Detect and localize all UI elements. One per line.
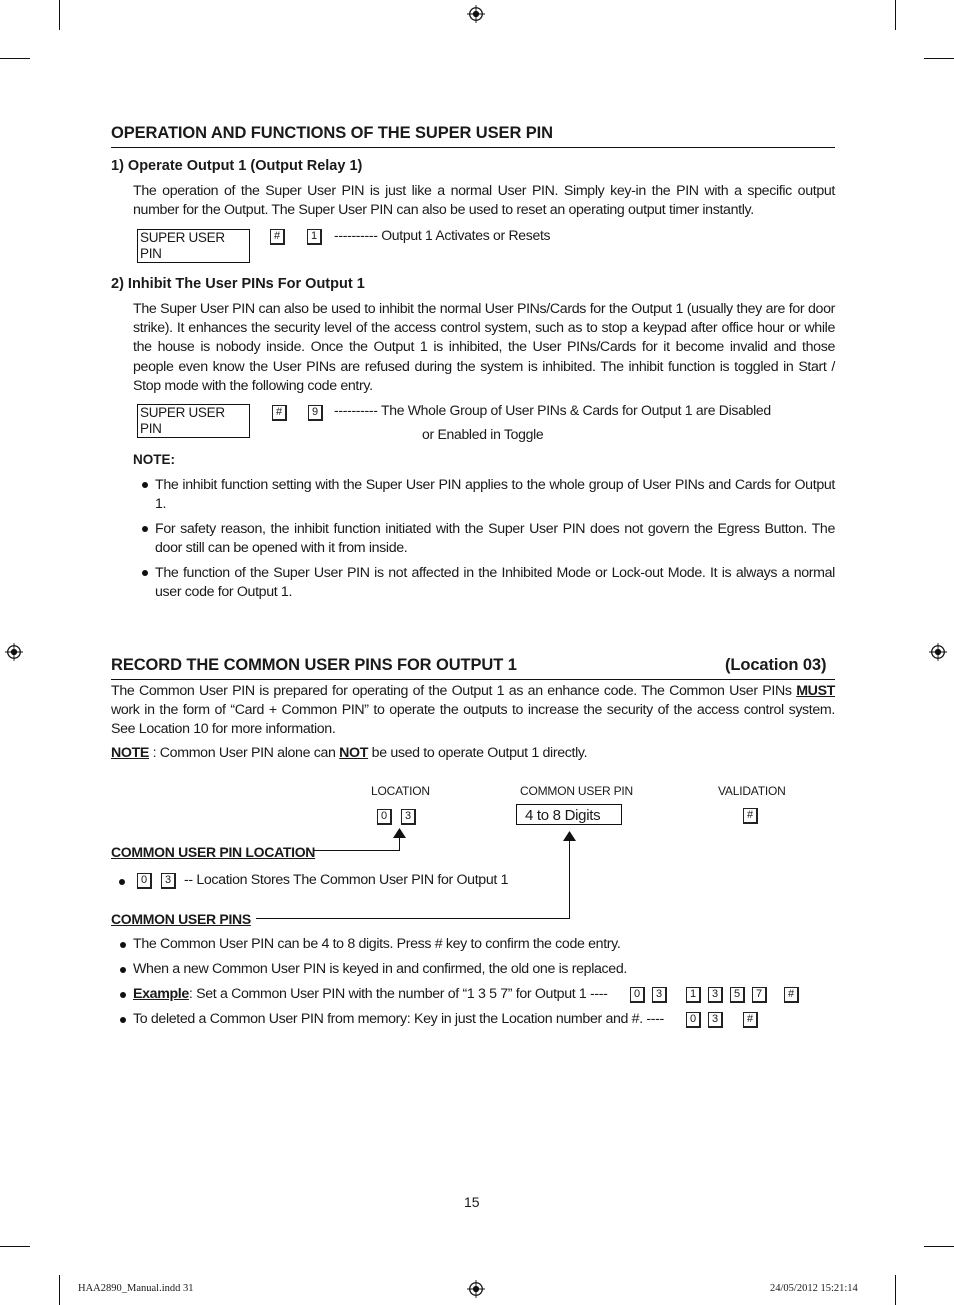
label-location: LOCATION	[371, 784, 430, 798]
delete-text: To deleted a Common User PIN from memory: Key in just the Location number and #. ----	[133, 1011, 664, 1027]
pin-bullet-text: The Common User PIN can be 4 to 8 digits. Press # key to confirm the code entry.	[133, 936, 621, 952]
intro-text: The Common User PIN is prepared for operating of the Output 1 as an enhance code. The Common User PINs	[111, 683, 797, 699]
key-1: 1	[686, 987, 701, 1003]
paragraph-inhibit: The Super User PIN can also be used to inhibit the normal User PINs/Cards for the Output 1 (usually they are for door strike). It enhances the security level of the access control system, such as to stop a keypad after office hour or while the house is nobody inside. Once the Output 1 is inhibited, the User PINs/Cards for it become invalid and those people even know the User PINs are refused during the system is inhibited. The inhibit function is toggled in Start / Stop mode with the following code entry.	[133, 301, 835, 394]
key-0: 0	[686, 1012, 701, 1028]
key-hash: #	[272, 405, 287, 421]
super-user-pin-box: SUPER USER PIN	[137, 229, 250, 263]
location-tag: (Location 03)	[725, 656, 827, 674]
registration-mark-icon	[467, 5, 485, 23]
label-common-user-pin: COMMON USER PIN	[520, 784, 634, 798]
key-3: 3	[652, 987, 667, 1003]
common-user-pins-heading: COMMON USER PINS	[111, 911, 251, 927]
result-text: ---------- The Whole Group of User PINs & Cards for Output 1 are Disabled	[334, 402, 771, 418]
pin-bullet-text: When a new Common User PIN is keyed in and confirmed, the old one is replaced.	[133, 961, 627, 977]
crop-mark	[59, 0, 60, 30]
bullet-dot	[120, 967, 126, 973]
paragraph-operate-output: The operation of the Super User PIN is just like a normal User PIN. Simply key-in the PIN with a specific output number for the Output. The Super User PIN can also be used to reset an operating output timer instantly.	[133, 183, 835, 219]
crop-mark	[924, 1246, 954, 1247]
bullet-dot	[120, 992, 126, 998]
connector-line	[256, 918, 570, 919]
crop-mark	[0, 1246, 30, 1247]
registration-mark-icon	[467, 1280, 485, 1298]
note-text: : Common User PIN alone can	[149, 745, 340, 761]
note-line	[111, 745, 587, 761]
example-line	[133, 986, 608, 1002]
key-0: 0	[630, 987, 645, 1003]
label-validation: VALIDATION	[718, 784, 786, 798]
location-bullet-text: -- Location Stores The Common User PIN for Output 1	[184, 872, 509, 888]
section-rule	[111, 147, 835, 148]
key-0: 0	[377, 809, 392, 825]
subheading-inhibit: 2) Inhibit The User PINs For Output 1	[111, 276, 365, 292]
bullet-dot	[119, 879, 125, 885]
registration-mark-icon	[929, 643, 947, 661]
crop-mark	[0, 58, 30, 59]
common-user-pin-location-heading: COMMON USER PIN LOCATION	[111, 844, 316, 860]
footer-timestamp: 24/05/2012 15:21:14	[770, 1283, 858, 1294]
note-item: The function of the Super User PIN is not affected in the Inhibited Mode or Lock-out Mode. It is always a normal user code for Output 1.	[155, 565, 835, 601]
section-title: OPERATION AND FUNCTIONS OF THE SUPER USER PIN	[111, 124, 553, 142]
key-hash: #	[270, 229, 285, 245]
crop-mark	[895, 0, 896, 30]
section-rule	[111, 679, 835, 680]
example-label: Example	[133, 986, 189, 1002]
bullet-dot	[120, 1017, 126, 1023]
key-3: 3	[708, 1012, 723, 1028]
key-hash: #	[743, 1012, 758, 1028]
connector-line	[569, 841, 570, 919]
connector-line	[399, 836, 400, 851]
key-hash: #	[784, 987, 799, 1003]
super-user-pin-box: SUPER USER PIN	[137, 404, 250, 438]
note-label: NOTE	[111, 745, 150, 761]
subheading-operate-output: 1) Operate Output 1 (Output Relay 1)	[111, 158, 363, 174]
paragraph-intro	[111, 682, 835, 740]
key-7: 7	[752, 987, 767, 1003]
pin-digits-box: 4 to 8 Digits	[516, 804, 622, 825]
result-text-continued: or Enabled in Toggle	[422, 426, 544, 442]
note-item: The inhibit function setting with the Super User PIN applies to the whole group of User PINs and Cards for Output 1.	[155, 477, 835, 513]
note-text: be used to operate Output 1 directly.	[368, 745, 588, 761]
section-title: RECORD THE COMMON USER PINS FOR OUTPUT 1	[111, 656, 517, 674]
crop-mark	[895, 1275, 896, 1305]
note-item: For safety reason, the inhibit function initiated with the Super User PIN does not govern the Egress Button. The door still can be opened with it from inside.	[155, 521, 835, 557]
key-1: 1	[307, 229, 322, 245]
result-text: ---------- Output 1 Activates or Resets	[334, 227, 551, 243]
key-3: 3	[708, 987, 723, 1003]
key-9: 9	[308, 405, 323, 421]
key-3: 3	[401, 809, 416, 825]
key-5: 5	[730, 987, 745, 1003]
crop-mark	[924, 58, 954, 59]
arrow-up-icon	[393, 828, 406, 838]
bullet-dot	[142, 570, 148, 576]
bullet-dot	[120, 942, 126, 948]
intro-text: work in the form of “Card + Common PIN” to operate the outputs to increase the security of the access control system. See Location 10 for more information.	[111, 702, 835, 738]
arrow-up-icon	[563, 831, 576, 841]
crop-mark	[59, 1275, 60, 1305]
key-3: 3	[161, 873, 176, 889]
note-title: NOTE:	[133, 452, 175, 467]
must-emphasis: MUST	[796, 683, 835, 699]
not-emphasis: NOT	[339, 745, 369, 761]
bullet-dot	[142, 482, 148, 488]
connector-line	[314, 850, 400, 851]
page-number: 15	[464, 1194, 480, 1210]
registration-mark-icon	[5, 643, 23, 661]
footer-file: HAA2890_Manual.indd 31	[78, 1283, 194, 1294]
example-text: : Set a Common User PIN with the number of “1 3 5 7” for Output 1 ----	[188, 986, 608, 1002]
key-0: 0	[137, 873, 152, 889]
bullet-dot	[142, 526, 148, 532]
key-hash: #	[743, 808, 758, 824]
